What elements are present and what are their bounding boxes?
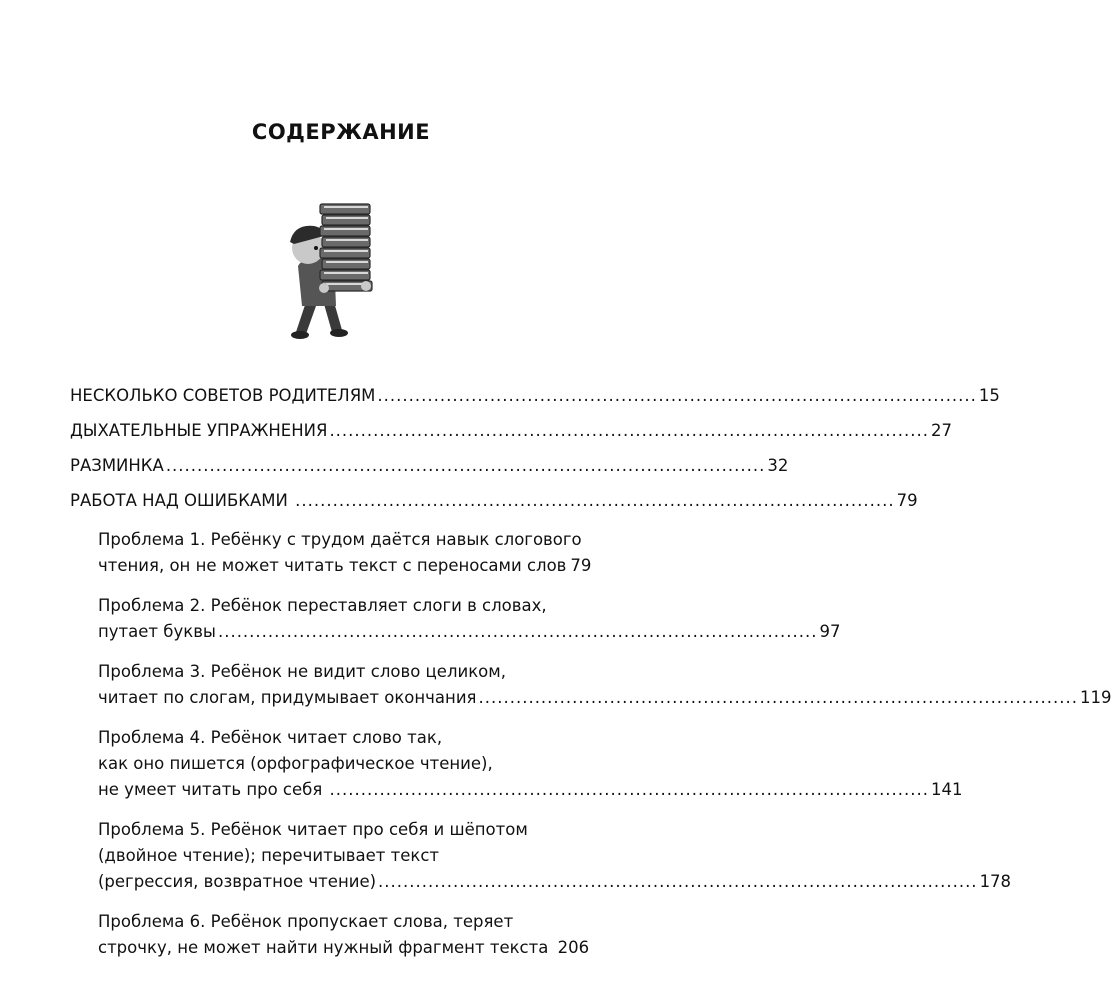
toc-entry-page: 27 (930, 421, 952, 440)
toc-subentry-line: Проблема 4. Ребёнок читает слово так, (98, 728, 443, 747)
toc-entry-title: РАЗМИНКА (70, 456, 164, 475)
toc-subentry-line: (регрессия, возвратное чтение) (98, 872, 377, 891)
toc-entry-title: РАБОТА НАД ОШИБКАМИ (70, 491, 294, 510)
toc-entry-page: 32 (767, 456, 789, 475)
toc-leader: ................................................................................................ (329, 780, 930, 799)
toc-subentry[interactable] (98, 662, 1112, 714)
toc-subentry-line: не умеет читать про себя (98, 780, 328, 799)
toc-subentry-line: как оно пишется (орфографическое чтение), (98, 754, 493, 773)
toc-subentry[interactable] (98, 728, 963, 806)
toc-subentry-line: путает буквы (98, 622, 216, 641)
toc-leader: ................................................................................................ (165, 456, 766, 475)
toc-subentry-line: Проблема 1. Ребёнку с трудом даётся навык слогового (98, 530, 582, 549)
toc-entry-title: ДЫХАТЕЛЬНЫЕ УПРАЖНЕНИЯ (70, 421, 328, 440)
toc-entry[interactable] (70, 456, 789, 481)
toc-entry-page: 79 (896, 491, 918, 510)
toc-subentry[interactable] (98, 912, 590, 964)
toc-subentry-line: Проблема 6. Ребёнок пропускает слова, теряет (98, 912, 514, 931)
toc-entry-title: НЕСКОЛЬКО СОВЕТОВ РОДИТЕЛЯМ (70, 386, 376, 405)
toc-entry-page: 206 (557, 938, 590, 957)
toc-subentry-line: Проблема 2. Ребёнок переставляет слоги в словах, (98, 596, 547, 615)
toc-subentry[interactable] (98, 820, 1012, 898)
toc-leader: ................................................................................................ (478, 688, 1078, 707)
toc-entry-page: 119 (1080, 688, 1112, 707)
toc-leader: ................................................................................................ (217, 622, 818, 641)
toc-subentry-line: чтения, он не может читать текст с переносами слов (98, 556, 567, 575)
toc-subentry-line: (двойное чтение); перечитывает текст (98, 846, 440, 865)
toc-entry-page: 97 (819, 622, 841, 641)
toc-entry-page: 178 (979, 872, 1012, 891)
toc-subentry-line: Проблема 5. Ребёнок читает про себя и шёпотом (98, 820, 528, 839)
boy-carrying-books-icon (262, 196, 388, 342)
toc-entry[interactable] (70, 421, 952, 446)
table-of-contents (70, 386, 1112, 978)
toc-entry[interactable] (70, 386, 1000, 411)
toc-subentry[interactable] (98, 596, 841, 648)
toc-subentry-line: строчку, не может найти нужный фрагмент текста (98, 938, 554, 957)
toc-subentry-line: Проблема 3. Ребёнок не видит слово целиком, (98, 662, 506, 681)
toc-subentry[interactable] (98, 530, 592, 582)
toc-entry-page: 15 (978, 386, 1000, 405)
toc-leader: ................................................................................................ (378, 872, 978, 891)
toc-leader: ................................................................................................ (329, 421, 929, 440)
page-title: СОДЕРЖАНИЕ (251, 120, 431, 144)
toc-entry-page: 79 (570, 556, 592, 575)
toc-entry[interactable] (70, 491, 918, 516)
toc-leader: ................................................................................................ (377, 386, 977, 405)
toc-entry-page: 141 (931, 780, 963, 799)
toc-leader: ................................................................................................ (295, 491, 895, 510)
toc-subentry-line: читает по слогам, придумывает окончания (98, 688, 477, 707)
